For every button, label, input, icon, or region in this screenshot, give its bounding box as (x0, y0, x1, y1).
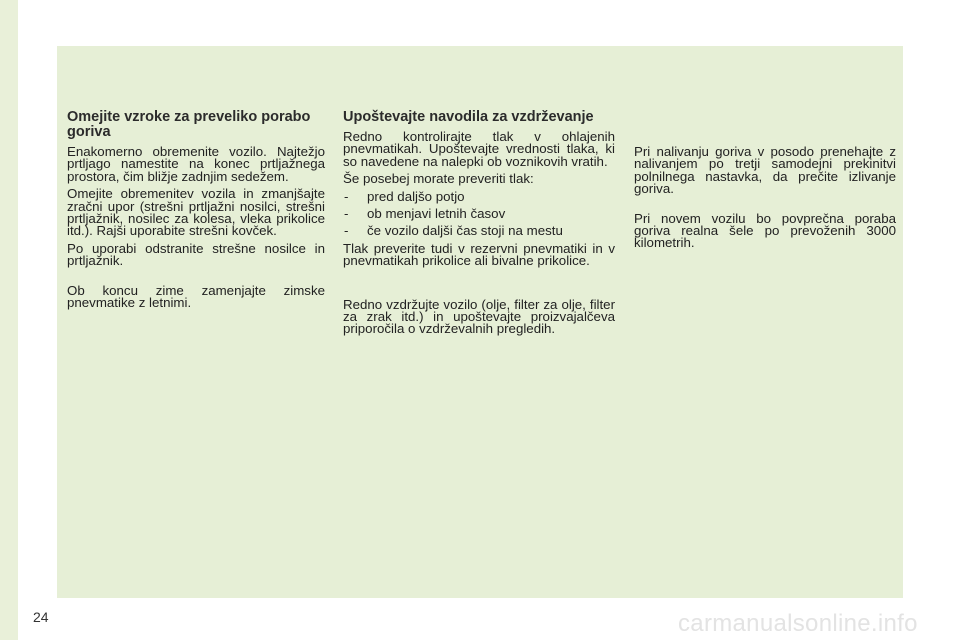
watermark: carmanualsonline.info (678, 610, 918, 637)
list-item: - če vozilo daljši čas stoji na mestu (343, 225, 615, 237)
page-number: 24 (33, 609, 49, 625)
check-list (343, 188, 615, 239)
column-maintenance (343, 110, 615, 341)
paragraph: Ob koncu zime zamenjajte zimske pnevmatike z letnimi. (67, 282, 325, 311)
paragraph: Omejite obremenitev vozila in zmanjšajte zračni upor (strešni prtljažni nosilci, strešni prtljažnik, nosilec za kolesa, vleka prikolice itd.). Rajši uporabite strešni kovček. (67, 186, 325, 239)
paragraph: Pri novem vozilu bo povprečna poraba goriva realna šele po prevoženih 3000 kilometrih. (634, 210, 896, 251)
page-edge-strip (0, 0, 18, 640)
paragraph: Po uporabi odstranite strešne nosilce in prtljažnik. (67, 240, 325, 269)
paragraph: Redno vzdržujte vozilo (olje, filter za olje, filter za zrak itd.) in upoštevajte proizvajalčeva priporočila o vzdrževalnih pregledih. (343, 296, 615, 337)
list-item: - ob menjavi letnih časov (343, 208, 615, 220)
paragraph: Še posebej morate preveriti tlak: (343, 171, 534, 187)
section-title: Omejite vzroke za preveliko porabo goriva (67, 109, 311, 140)
list-item: - pred daljšo potjo (343, 191, 615, 203)
paragraph: Redno kontrolirajte tlak v ohlajenih pnevmatikah. Upoštevajte vrednosti tlaka, ki so navedene na nalepki ob voznikovih vratih. (343, 129, 615, 169)
paragraph: Tlak preverite tudi v rezervni pnevmatiki in v pnevmatikah prikolice ali bivalne prikolice. (343, 240, 615, 269)
paragraph: Pri nalivanju goriva v posodo prenehajte z nalivanjem po tretji samodejni prekinitvi polnilnega nastavka, da prečite izlivanje goriva. (634, 144, 896, 197)
column-refuelling (634, 146, 896, 255)
paragraph: Enakomerno obremenite vozilo. Najtežjo prtljago namestite na konec prtljažnega prostora, čim bližje zadnjim sedežem. (67, 144, 325, 184)
column-fuel-consumption (67, 110, 325, 314)
section-title: Upoštevajte navodila za vzdrževanje (343, 109, 594, 125)
